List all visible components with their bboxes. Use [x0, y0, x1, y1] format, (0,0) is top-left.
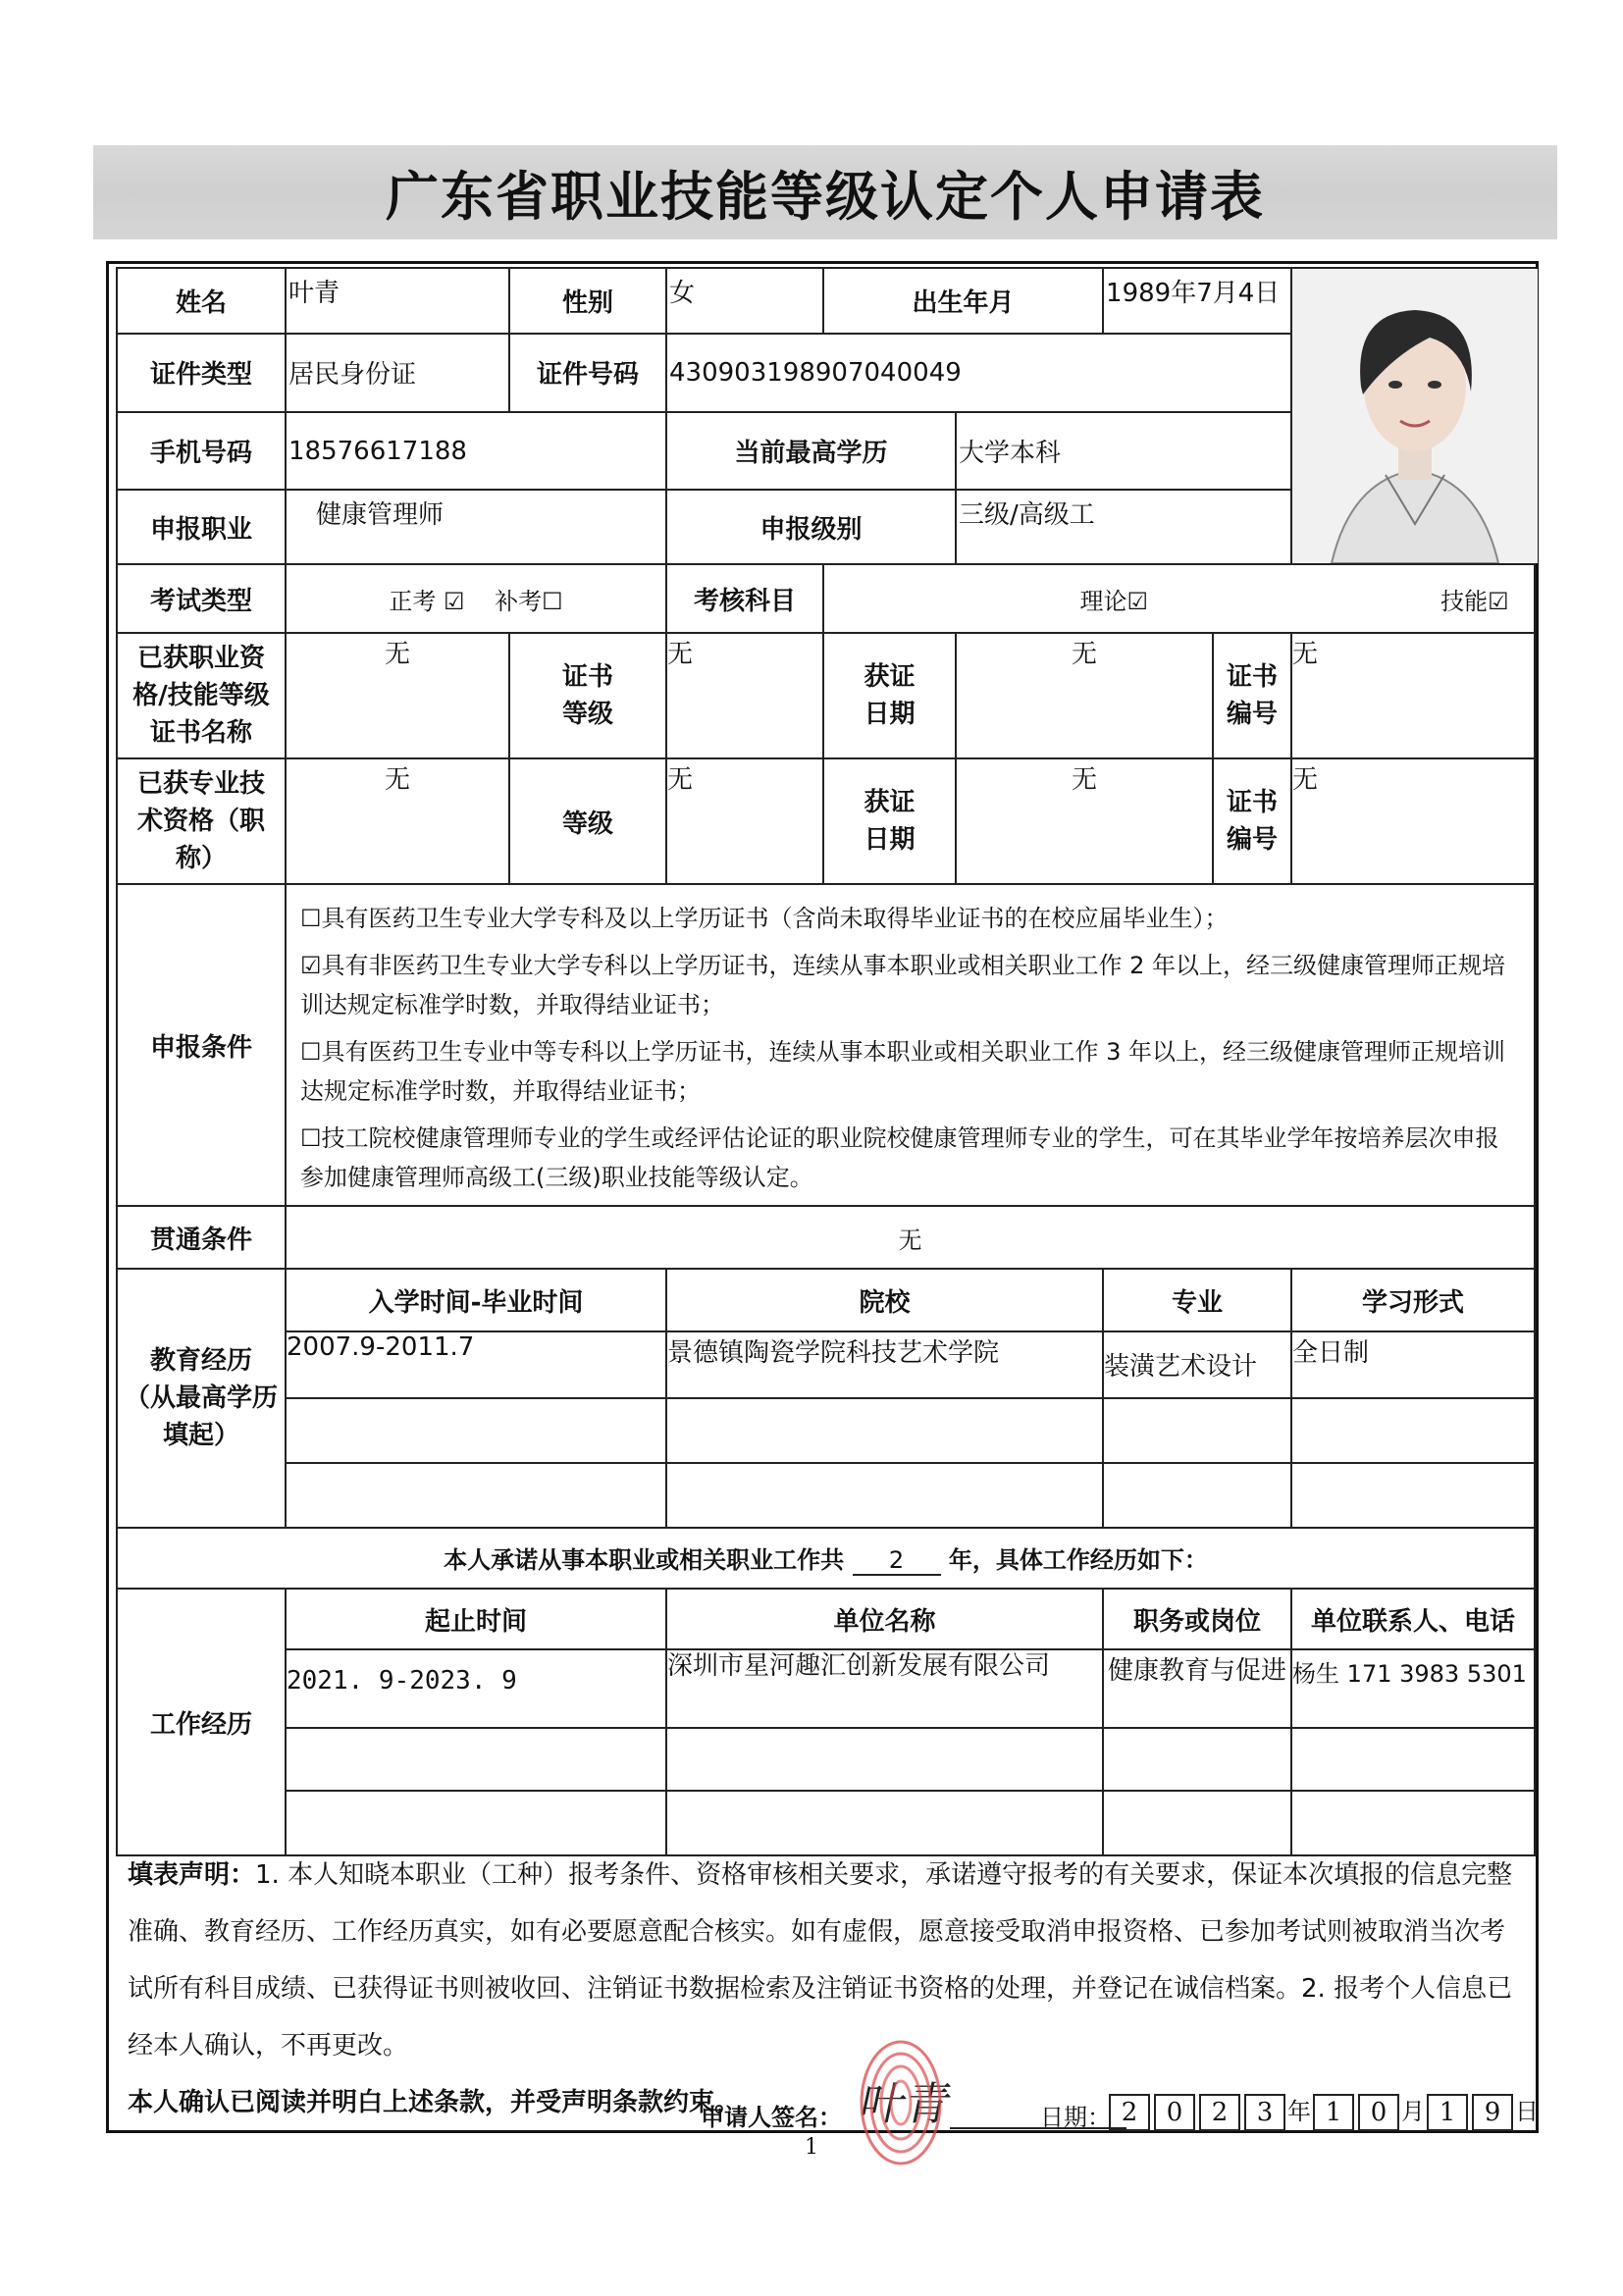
table-row — [117, 1398, 1535, 1463]
voc-cert-label: 已获职业资 格/技能等级 证书名称 — [117, 633, 286, 758]
declaration-body: 1. 本人知晓本职业（工种）报考条件、资格审核相关要求，承诺遵守报考的有关要求，保证本次填报的信息完整准确、教育经历、工作经历真实，如有必要愿意配合核实。如有虚假，愿意接受取消申报资格、已参加考试则被取消当次考试所有科目成绩、已获得证书则被收回、注销证书数据检索及注销证书资格的处理，并登记在诚信档案。2. 报考个人信息已经本人确认，不再更改。 — [128, 1860, 1513, 2061]
declaration-confirm: 本人确认已阅读并明白上述条款，并受声明条款约束。 — [128, 2088, 741, 2117]
edu-header-mode: 学习形式 — [1291, 1269, 1535, 1331]
birth-label: 出生年月 — [823, 268, 1103, 334]
table-row — [117, 1728, 1535, 1791]
subject-skill-checkbox[interactable]: 技能☑ — [1440, 587, 1509, 615]
pro-cert-date-field[interactable]: 无 — [956, 758, 1213, 884]
pro-cert-level-field[interactable]: 无 — [666, 758, 823, 884]
year-char: 年 — [1287, 2098, 1311, 2125]
through-label: 贯通条件 — [117, 1206, 286, 1269]
voc-cert-name-field[interactable]: 无 — [286, 633, 509, 758]
work-header-period: 起止时间 — [286, 1589, 666, 1649]
work-empty-cell[interactable] — [1291, 1728, 1535, 1791]
conditions-label: 申报条件 — [117, 884, 286, 1206]
edu-header-period: 入学时间-毕业时间 — [286, 1269, 666, 1331]
voc-cert-date-field[interactable]: 无 — [956, 633, 1213, 758]
date-year-digit[interactable]: 2 — [1109, 2094, 1150, 2131]
promise-years-field[interactable]: 2 — [853, 1546, 941, 1576]
pro-cert-no-field[interactable]: 无 — [1291, 758, 1535, 884]
pro-cert-no-label: 证书 编号 — [1213, 758, 1291, 884]
id-type-field[interactable]: 居民身份证 — [286, 334, 509, 412]
subject-theory-checkbox[interactable]: 理论☑ — [1079, 587, 1149, 615]
edu-empty-cell[interactable] — [1291, 1398, 1535, 1463]
education-field[interactable]: 大学本科 — [956, 412, 1291, 491]
edu-empty-cell[interactable] — [1291, 1463, 1535, 1528]
edu-header-school: 院校 — [666, 1269, 1103, 1331]
work-header-company: 单位名称 — [666, 1589, 1103, 1649]
birth-field[interactable]: 1989年7月4日 — [1103, 268, 1291, 334]
applicant-photo — [1292, 269, 1538, 563]
level-label: 申报级别 — [666, 490, 956, 564]
declaration-block — [116, 1847, 1529, 2131]
phone-label: 手机号码 — [117, 412, 286, 491]
edu-major-cell[interactable]: 装潢艺术设计 — [1103, 1331, 1291, 1398]
application-form-table — [116, 267, 1536, 1856]
sign-label: 申请人签名： — [701, 2104, 842, 2131]
voc-cert-date-label: 获证 日期 — [823, 633, 956, 758]
condition-item[interactable]: ☐具有医药卫生专业中等专科以上学历证书，连续从事本职业或相关职业工作 3 年以上，经三级健康管理师正规培训达规定标准学时数，并取得结业证书； — [300, 1038, 1506, 1105]
date-year-digit[interactable]: 3 — [1244, 2094, 1285, 2131]
exam-makeup-checkbox[interactable]: 补考☐ — [495, 587, 563, 615]
month-char: 月 — [1401, 2098, 1425, 2125]
pro-cert-label: 已获专业技 术资格（职 称） — [117, 758, 286, 884]
edu-empty-cell[interactable] — [286, 1398, 666, 1463]
table-row — [117, 1331, 1535, 1398]
condition-item[interactable]: ☑具有非医药卫生专业大学专科以上学历证书，连续从事本职业或相关职业工作 2 年以上，经三级健康管理师正规培训达规定标准学时数，并取得结业证书； — [300, 952, 1506, 1018]
form-title: 广东省职业技能等级认定个人申请表 — [386, 164, 1265, 228]
work-header-position: 职务或岗位 — [1103, 1589, 1291, 1649]
declaration-text — [116, 1847, 1529, 2074]
voc-cert-no-field[interactable]: 无 — [1291, 633, 1535, 758]
edu-school-cell[interactable]: 景德镇陶瓷学院科技艺术学院 — [666, 1331, 1103, 1398]
work-period-cell[interactable]: 2021. 9-2023. 9 — [286, 1649, 666, 1728]
edu-empty-cell[interactable] — [1103, 1463, 1291, 1528]
fingerprint-icon — [842, 2029, 960, 2176]
date-year-digit[interactable]: 0 — [1154, 2094, 1195, 2131]
voc-cert-no-label: 证书 编号 — [1213, 633, 1291, 758]
name-field[interactable]: 叶青 — [286, 268, 509, 334]
through-field[interactable]: 无 — [286, 1206, 1535, 1269]
date-month-digit[interactable]: 0 — [1358, 2094, 1399, 2131]
id-type-label: 证件类型 — [117, 334, 286, 412]
edu-header-major: 专业 — [1103, 1269, 1291, 1331]
education-history-label: 教育经历 （从最高学历 填起） — [117, 1269, 286, 1528]
work-history-label: 工作经历 — [117, 1589, 286, 1855]
education-label: 当前最高学历 — [666, 412, 956, 491]
condition-item[interactable]: ☐具有医药卫生专业大学专科及以上学历证书（含尚未取得毕业证书的在校应届毕业生）； — [300, 905, 1229, 932]
occupation-field[interactable]: 健康管理师 — [286, 490, 666, 564]
day-char: 日 — [1515, 2098, 1539, 2125]
work-header-contact: 单位联系人、电话 — [1291, 1589, 1535, 1649]
name-label: 姓名 — [117, 268, 286, 334]
voc-cert-level-field[interactable]: 无 — [666, 633, 823, 758]
work-empty-cell[interactable] — [286, 1728, 666, 1791]
date-day-digit[interactable]: 9 — [1472, 2094, 1513, 2131]
pro-cert-level-label: 等级 — [509, 758, 666, 884]
edu-empty-cell[interactable] — [1103, 1398, 1291, 1463]
edu-period-cell[interactable]: 2007.9-2011.7 — [286, 1331, 666, 1398]
occupation-label: 申报职业 — [117, 490, 286, 564]
exam-regular-checkbox[interactable]: 正考 ☑ — [389, 587, 465, 615]
id-no-label: 证件号码 — [509, 334, 666, 412]
edu-empty-cell[interactable] — [666, 1463, 1103, 1528]
exam-subject-options — [823, 564, 1535, 633]
edu-mode-cell[interactable]: 全日制 — [1291, 1331, 1535, 1398]
signature-row — [116, 2077, 1539, 2137]
date-month-digit[interactable]: 1 — [1313, 2094, 1354, 2131]
photo-cell — [1291, 268, 1535, 564]
promise-suffix: 年，具体工作经历如下： — [948, 1546, 1208, 1574]
exam-subject-label: 考核科目 — [666, 564, 823, 633]
phone-field[interactable]: 18576617188 — [286, 412, 666, 491]
gender-label: 性别 — [509, 268, 666, 334]
promise-prefix: 本人承诺从事本职业或相关职业工作共 — [444, 1546, 845, 1574]
conditions-list — [286, 884, 1535, 1206]
condition-item[interactable]: ☐技工院校健康管理师专业的学生或经评估论证的职业院校健康管理师专业的学生，可在其毕业学年按培养层次申报参加健康管理师高级工(三级)职业技能等级认定。 — [300, 1124, 1499, 1191]
table-row — [117, 1463, 1535, 1528]
work-position-cell[interactable]: 健康教育与促进 — [1103, 1649, 1291, 1728]
work-empty-cell[interactable] — [1103, 1728, 1291, 1791]
page-number: 1 — [805, 2135, 818, 2160]
exam-type-label: 考试类型 — [117, 564, 286, 633]
date-label: 日期： — [1040, 2104, 1111, 2131]
edu-empty-cell[interactable] — [286, 1463, 666, 1528]
date-year-digit[interactable]: 2 — [1199, 2094, 1240, 2131]
work-company-cell[interactable]: 深圳市星河趣汇创新发展有限公司 — [666, 1649, 1103, 1728]
work-contact-cell[interactable]: 杨生 171 3983 5301 — [1291, 1649, 1535, 1728]
applicant-signature[interactable]: 叶青 — [855, 2077, 958, 2130]
voc-cert-level-label: 证书 等级 — [509, 633, 666, 758]
gender-field[interactable]: 女 — [666, 268, 823, 334]
pro-cert-name-field[interactable]: 无 — [286, 758, 509, 884]
pro-cert-date-label: 获证 日期 — [823, 758, 956, 884]
table-row — [117, 1649, 1535, 1728]
exam-type-options — [286, 564, 666, 633]
portrait-icon — [1292, 269, 1538, 563]
work-empty-cell[interactable] — [666, 1728, 1103, 1791]
edu-empty-cell[interactable] — [666, 1398, 1103, 1463]
id-no-field[interactable]: 430903198907040049 — [666, 334, 1291, 412]
date-boxes — [1107, 2092, 1539, 2131]
declaration-heading: 填表声明： — [128, 1860, 256, 1890]
title-bar — [93, 145, 1557, 239]
work-promise — [117, 1528, 1535, 1589]
date-day-digit[interactable]: 1 — [1427, 2094, 1468, 2131]
level-field[interactable]: 三级/高级工 — [956, 490, 1291, 564]
